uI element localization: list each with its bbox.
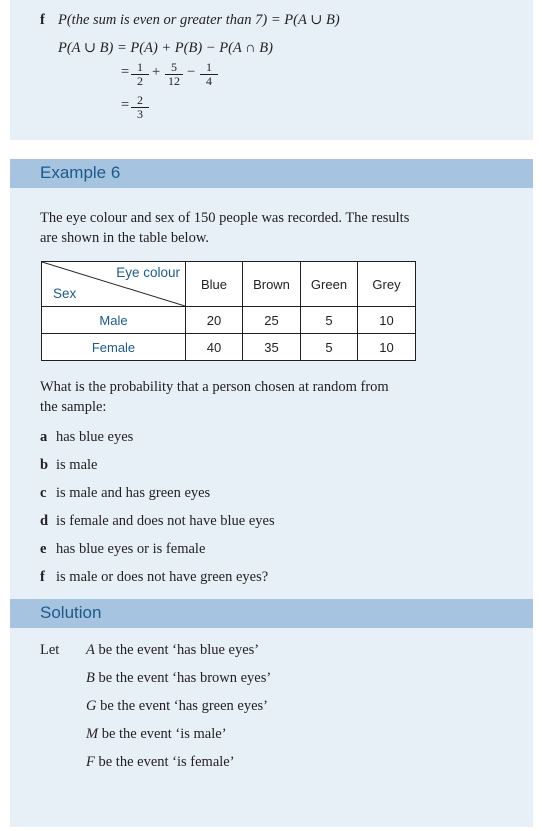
table-cell: 5 [301,334,358,361]
question-line-1: What is the probability that a person chosen at random from [40,379,389,395]
eye-colour-table [41,261,416,361]
question-part: d is female and does not have blue eyes [40,513,275,529]
solution-header [10,599,533,628]
part-f-label: f [40,12,45,28]
row-label: Male [42,307,186,334]
question-line-2: the sample: [40,399,107,415]
let-word: Let [40,642,60,658]
intro-line-1: The eye colour and sex of 150 people was recorded. The results [40,210,410,226]
fraction-five-twelfths: $\frac{5}{12}$ [165,62,183,87]
fraction-one-half: $\frac{1}{2}$ [131,62,149,87]
previous-solution-panel [10,0,533,140]
table-cell: 5 [301,307,358,334]
table-cell: 40 [186,334,243,361]
example-title: Example 6 [40,163,121,182]
table-corner-cell [42,262,186,307]
question-part: f is male or does not have green eyes? [40,569,269,585]
table-row [42,307,416,334]
row-label: Female [42,334,186,361]
table-cell: 10 [358,334,416,361]
question-part: e has blue eyes or is female [40,541,206,557]
event-definition: G be the event ‘has green eyes’ [86,698,268,714]
question-part: c is male and has green eyes [40,485,211,501]
row-heading: Sex [53,286,77,301]
column-header: Brown [243,262,301,307]
event-definition: M be the event ‘is male’ [86,726,227,742]
question-part: b is male [40,457,98,473]
table-cell: 25 [243,307,301,334]
event-definition: F be the event ‘is female’ [86,754,235,770]
column-header: Blue [186,262,243,307]
fraction-two-thirds: $\frac{2}{3}$ [131,95,149,120]
table-row [42,334,416,361]
question-part: a has blue eyes [40,429,134,445]
column-header: Green [301,262,358,307]
column-header: Grey [358,262,416,307]
part-f-statement: P(the sum is even or greater than 7) = P(A ∪ B) [58,12,340,28]
union-formula: P(A ∪ B) = P(A) + P(B) − P(A ∩ B) [58,40,273,56]
example-panel [10,159,533,827]
column-heading: Eye colour [116,265,180,280]
table-cell: 10 [358,307,416,334]
equals-sign: = [121,97,130,113]
event-definition: B be the event ‘has brown eyes’ [86,670,272,686]
plus-sign: + [152,64,161,80]
solution-title: Solution [40,603,102,622]
minus-sign: − [187,64,196,80]
event-definition: A be the event ‘has blue eyes’ [86,642,260,658]
intro-line-2: are shown in the table below. [40,230,209,246]
table-cell: 35 [243,334,301,361]
table-cell: 20 [186,307,243,334]
fraction-one-quarter: $\frac{1}{4}$ [200,62,218,87]
equals-sign: = [121,64,130,80]
example-header [10,159,533,188]
